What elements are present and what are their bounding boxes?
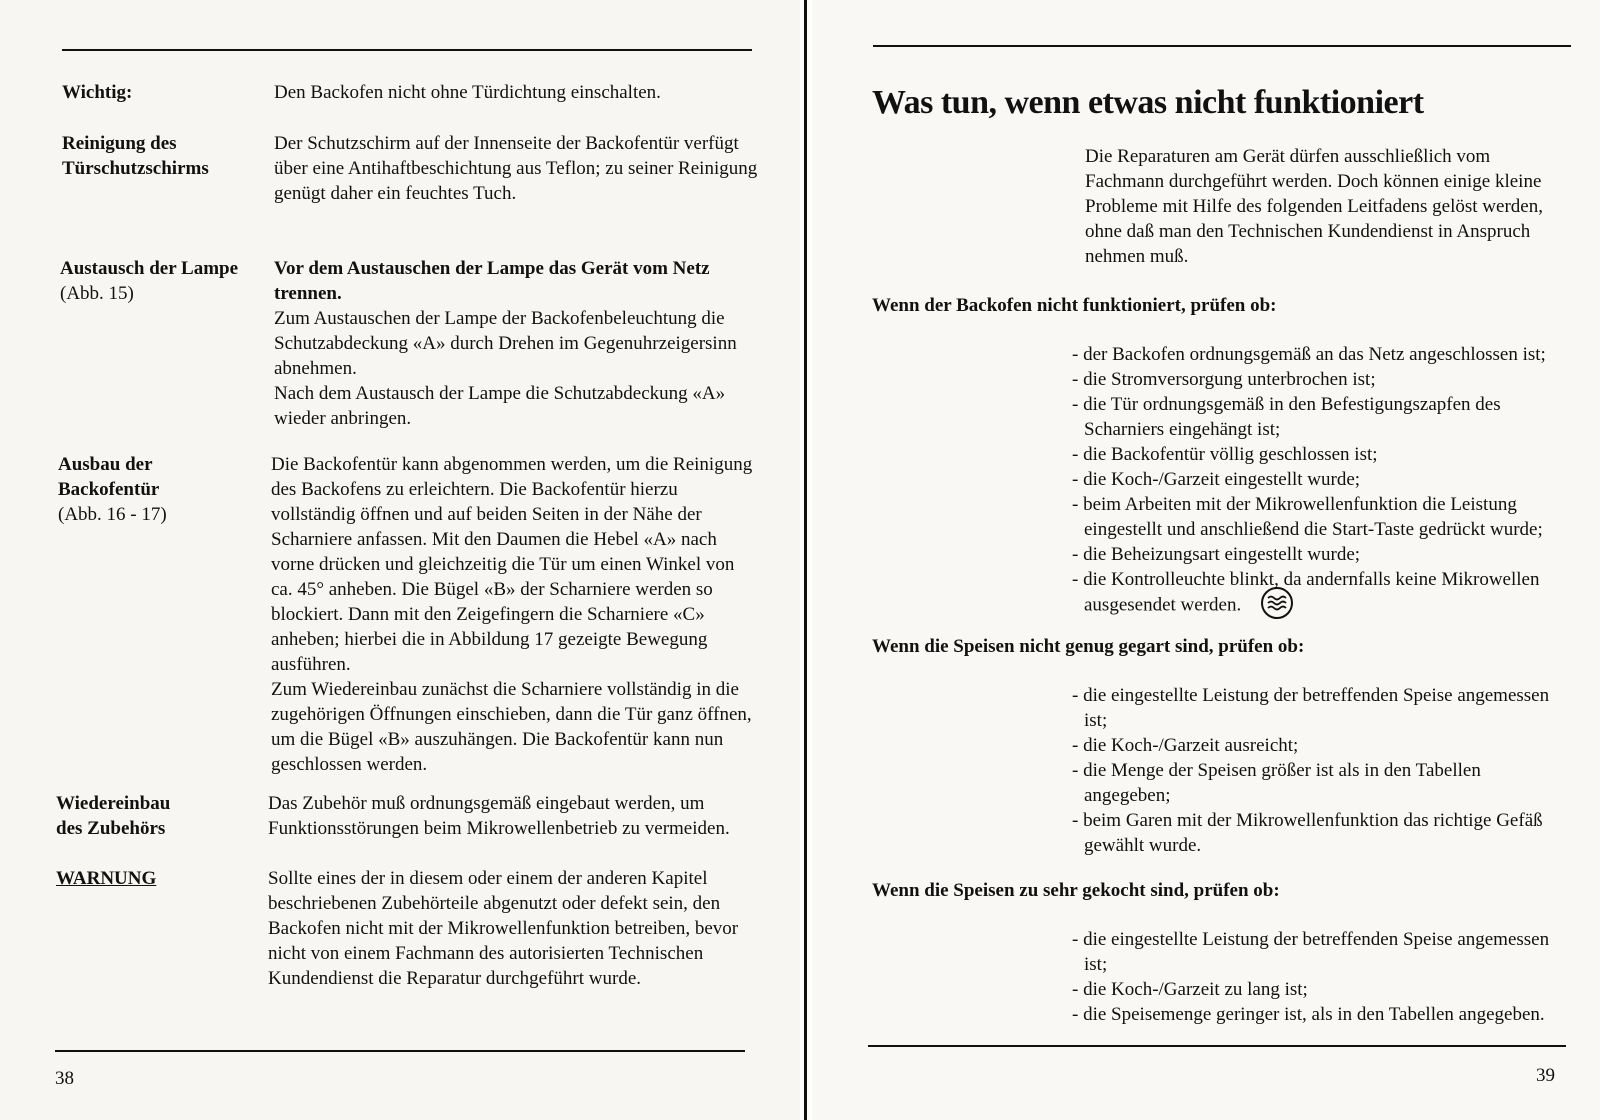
row-label — [60, 256, 260, 306]
top-rule — [873, 45, 1571, 47]
bottom-rule — [868, 1045, 1566, 1047]
row-label-title: Ausbau der Backofentür — [58, 454, 160, 500]
paragraph: Den Backofen nicht ohne Türdichtung einschalten. — [274, 82, 661, 103]
paragraph: Nach dem Austausch der Lampe die Schutzabdeckung «A» wieder anbringen. — [274, 383, 726, 429]
list-item: - die Koch-/Garzeit zu lang ist; — [1072, 979, 1308, 1000]
checklist — [1072, 927, 1562, 1027]
section-heading: Wenn die Speisen nicht genug gegart sind, prüfen ob: — [872, 636, 1305, 657]
list-item: - die Beheizungsart eingestellt wurde; — [1072, 544, 1361, 565]
right-page — [812, 0, 1600, 1120]
row-label: Wichtig: — [62, 82, 133, 103]
microwave-symbol-icon — [1260, 586, 1294, 620]
row-label: Reinigung des Türschutzschirms — [62, 133, 209, 179]
list-item: - die eingestellte Leistung der betreffenden Speise angemessen ist; — [1072, 685, 1550, 731]
row-label-title: Austausch der Lampe — [60, 258, 239, 279]
page-title: Was tun, wenn etwas nicht funktioniert — [872, 84, 1424, 121]
list-item: - beim Arbeiten mit der Mikrowellenfunktion die Leistung eingestellt und anschließend die Start-Taste gedrückt wurde; — [1072, 494, 1543, 540]
list-item: - die Menge der Speisen größer ist als in den Tabellen angegeben; — [1072, 760, 1481, 806]
warning-heading: Vor dem Austauschen der Lampe das Gerät vom Netz trennen. — [274, 258, 710, 304]
list-item: - die eingestellte Leistung der betreffenden Speise angemessen ist; — [1072, 929, 1550, 975]
row-label-figure-ref: (Abb. 16 - 17) — [58, 504, 167, 525]
row-text — [268, 866, 753, 991]
section-heading: Wenn der Backofen nicht funktioniert, prüfen ob: — [872, 295, 1277, 316]
list-item-text: - die Kontrolleuchte blinkt, da andernfalls keine Mikrowellen ausgesendet werden. — [1072, 569, 1540, 616]
row-text — [271, 452, 756, 777]
row-text — [268, 791, 753, 841]
list-item: - die Koch-/Garzeit ausreicht; — [1072, 735, 1299, 756]
list-item: - der Backofen ordnungsgemäß an das Netz angeschlossen ist; — [1072, 344, 1546, 365]
paragraph: Die Backofentür kann abgenommen werden, um die Reinigung des Backofens zu erleichtern. Die Backofentür hierzu vollständig öffnen und auf beiden Seiten in der Nähe der Scharniere anfassen. Mit den Daumen die Hebel «A» nach vorne drücken und gleichzeitig die Tür um einen Winkel von ca. 45° anheben. Die Bügel «B» der Scharniere werden so blockiert. Dann mit den Zeigefingern die Scharniere «C» anheben; hierbei die in Abbildung 17 gezeigte Bewegung ausführen. — [271, 454, 753, 675]
list-item: - die Tür ordnungsgemäß in den Befestigungszapfen des Scharniers eingehängt ist; — [1072, 394, 1501, 440]
list-item: - die Speisemenge geringer ist, als in den Tabellen angegeben. — [1072, 1004, 1545, 1025]
row-label: Wiedereinbau des Zubehörs — [56, 793, 171, 839]
row-text — [274, 131, 759, 206]
bottom-rule — [55, 1050, 745, 1052]
top-rule — [62, 49, 752, 51]
list-item: - die Backofentür völlig geschlossen ist; — [1072, 444, 1378, 465]
paragraph: Der Schutzschirm auf der Innenseite der Backofentür verfügt über eine Antihaftbeschichtung aus Teflon; zu seiner Reinigung genügt daher ein feuchtes Tuch. — [274, 133, 758, 204]
row-text — [274, 256, 759, 431]
checklist — [1072, 683, 1562, 858]
row-label: WARNUNG — [56, 868, 157, 889]
intro-paragraph: Die Reparaturen am Gerät dürfen ausschließlich vom Fachmann durchgeführt werden. Doch können einige kleine Probleme mit Hilfe des folgenden Leitfadens gelöst werden, ohne daß man den Technischen Kundendienst in Anspruch nehmen muß. — [1085, 146, 1543, 267]
checklist — [1072, 342, 1562, 620]
row-label — [58, 452, 198, 527]
list-item: - beim Garen mit der Mikrowellenfunktion das richtige Gefäß gewählt wurde. — [1072, 810, 1543, 856]
list-item: - die Stromversorgung unterbrochen ist; — [1072, 369, 1376, 390]
page-number: 39 — [1536, 1065, 1555, 1086]
page-number: 38 — [55, 1068, 74, 1089]
row-label-figure-ref: (Abb. 15) — [60, 283, 134, 304]
paragraph: Zum Austauschen der Lampe der Backofenbeleuchtung die Schutzabdeckung «A» durch Drehen im Gegenuhrzeigersinn abnehmen. — [274, 308, 737, 379]
list-item: - die Koch-/Garzeit eingestellt wurde; — [1072, 469, 1361, 490]
paragraph: Das Zubehör muß ordnungsgemäß eingebaut werden, um Funktionsstörungen beim Mikrowellenbetrieb zu vermeiden. — [268, 793, 730, 839]
paragraph: Zum Wiedereinbau zunächst die Scharniere vollständig in die zugehörigen Öffnungen einschieben, dann die Tür ganz öffnen, um die Bügel «B» auszuhängen. Die Backofentür kann nun geschlossen werden. — [271, 679, 752, 775]
row-text — [274, 80, 759, 105]
spine-line — [804, 0, 807, 1120]
list-item-with-icon — [1072, 567, 1562, 620]
paragraph: Sollte eines der in diesem oder einem der anderen Kapitel beschriebenen Zubehörteile abgenutzt oder defekt sein, den Backofen nicht mit der Mikrowellenfunktion betreiben, bevor nicht von einem Fachmann des autorisierten Technischen Kundendienst die Reparatur durchgeführt wurde. — [268, 868, 739, 989]
section-heading: Wenn die Speisen zu sehr gekocht sind, prüfen ob: — [872, 880, 1280, 901]
